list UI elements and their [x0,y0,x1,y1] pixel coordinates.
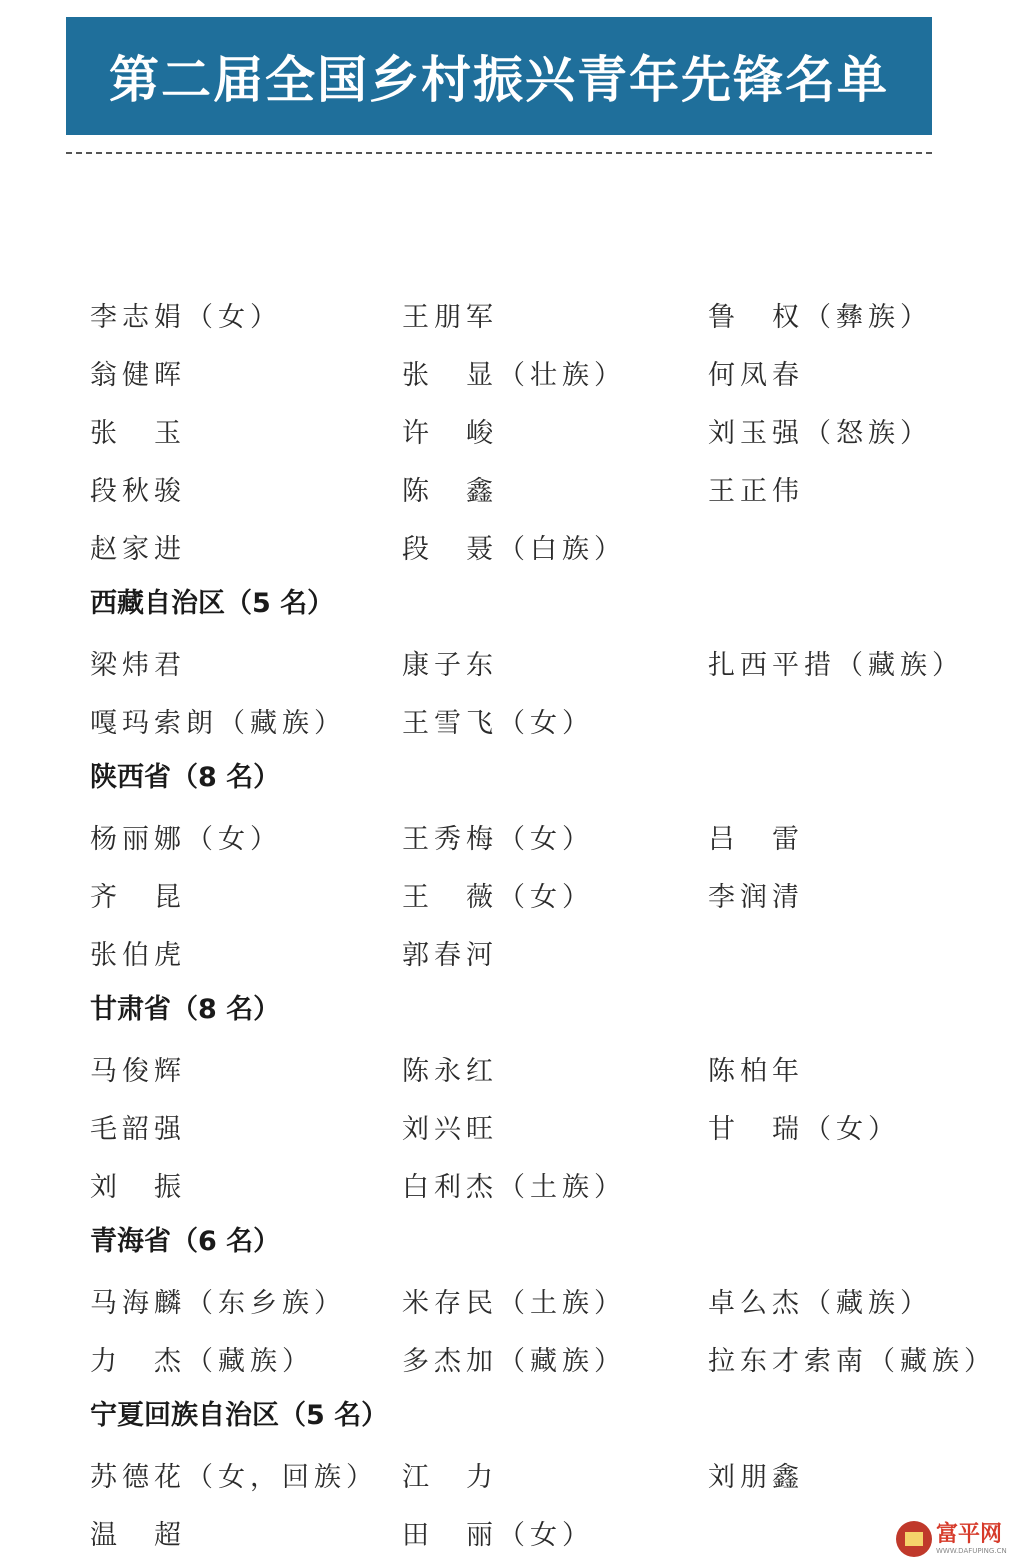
person-name: 马俊辉 [90,1055,186,1087]
name-row [90,865,990,923]
name-row [90,517,990,575]
person-name: 段 聂（白族） [402,533,626,565]
person-name: 毛韶强 [90,1113,186,1145]
dashed-divider [66,152,932,154]
site-watermark [896,1521,1007,1557]
region-heading: 甘肃省（8 名） [90,994,281,1025]
name-row [90,343,990,401]
person-name: 嘎玛索朗（藏族） [90,707,346,739]
name-row [90,1097,990,1155]
person-name: 许 峻 [402,417,498,449]
person-name: 拉东才索南（藏族） [708,1345,996,1377]
person-name: 刘玉强（怒族） [708,417,932,449]
person-name: 多杰加（藏族） [402,1345,626,1377]
person-name: 扎西平措（藏族） [708,649,964,681]
name-row [90,285,990,343]
person-name: 张 显（壮族） [402,359,626,391]
person-name: 李志娟（女） [90,301,282,333]
person-name: 王朋军 [402,301,498,333]
name-row [90,1329,996,1387]
region-heading: 西藏自治区（5 名） [90,588,335,619]
person-name: 王雪飞（女） [402,707,594,739]
name-row [90,401,990,459]
watermark-text [936,1521,1007,1555]
person-name: 梁炜君 [90,649,186,681]
person-name: 陈永红 [402,1055,498,1087]
person-name: 赵家进 [90,533,186,565]
watermark-url: WWW.DAFUPING.CN [936,1546,1007,1555]
person-name: 力 杰（藏族） [90,1345,314,1377]
person-name: 吕 雷 [708,823,804,855]
name-row [90,1039,990,1097]
person-name: 何凤春 [708,359,804,391]
person-name: 江 力 [402,1461,498,1493]
name-row [90,691,990,749]
person-name: 田 丽（女） [402,1519,594,1551]
title-banner [66,17,932,135]
person-name: 王正伟 [708,475,804,507]
person-name: 米存民（土族） [402,1287,626,1319]
region-heading: 宁夏回族自治区（5 名） [90,1400,389,1431]
name-row [90,459,990,517]
person-name: 卓么杰（藏族） [708,1287,932,1319]
name-row [90,1155,990,1213]
name-row [90,923,990,981]
name-list [90,285,996,1561]
page-title: 第二届全国乡村振兴青年先锋名单 [109,51,889,109]
person-name: 张 玉 [90,417,186,449]
person-name: 鲁 权（彝族） [708,301,932,333]
person-name: 刘朋鑫 [708,1461,804,1493]
person-name: 翁健晖 [90,359,186,391]
region-heading: 陕西省（8 名） [90,762,281,793]
name-row [90,807,990,865]
person-name: 齐 昆 [90,881,186,913]
name-row [90,1271,990,1329]
person-name: 康子东 [402,649,498,681]
person-name: 张伯虎 [90,939,186,971]
region-heading: 青海省（6 名） [90,1226,281,1257]
person-name: 温 超 [90,1519,186,1551]
person-name: 王 薇（女） [402,881,594,913]
person-name: 刘兴旺 [402,1113,498,1145]
person-name: 王秀梅（女） [402,823,594,855]
watermark-site-name: 富平网 [936,1521,1003,1547]
name-row [90,1445,990,1503]
person-name: 郭春河 [402,939,498,971]
person-name: 杨丽娜（女） [90,823,282,855]
person-name: 马海麟（东乡族） [90,1287,346,1319]
person-name: 李润清 [708,881,804,913]
person-name: 段秋骏 [90,475,186,507]
person-name: 刘 振 [90,1171,186,1203]
person-name: 白利杰（土族） [402,1171,626,1203]
person-name: 陈柏年 [708,1055,804,1087]
person-name: 陈 鑫 [402,475,498,507]
person-name: 苏德花（女，回族） [90,1461,378,1493]
building-logo-icon [896,1521,932,1557]
name-row [90,633,990,691]
name-row [90,1503,990,1561]
person-name: 甘 瑞（女） [708,1113,900,1145]
